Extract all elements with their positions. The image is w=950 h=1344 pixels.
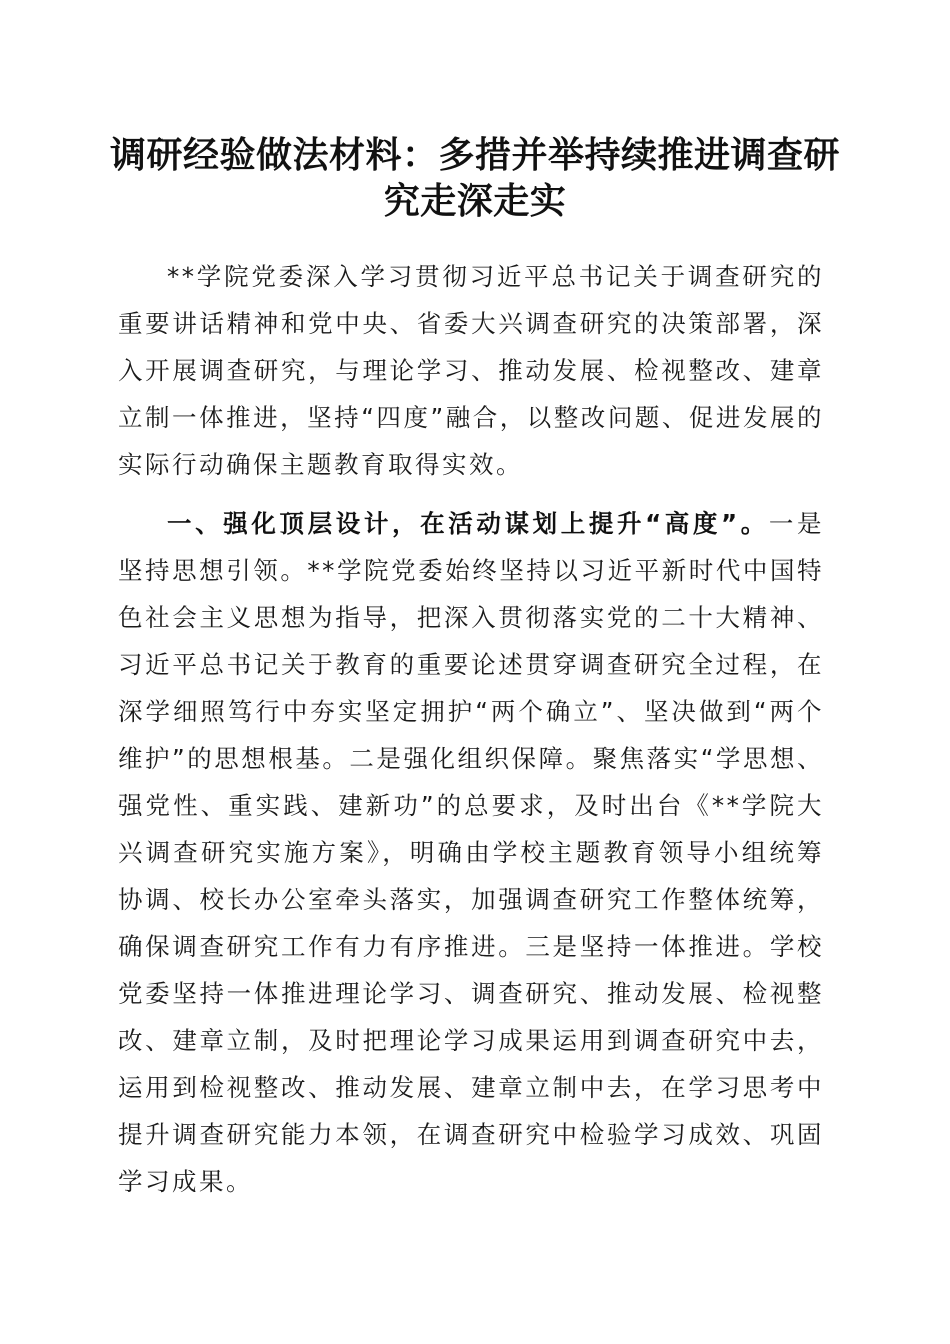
section-one-paragraph [118,500,824,1205]
intro-paragraph [118,253,824,488]
intro-paragraph-text: **学院党委深入学习贯彻习近平总书记关于调查研究的重要讲话精神和党中央、省委大兴调查研究的决策部署，深入开展调查研究，与理论学习、推动发展、检视整改、建章立制一体推进，坚持“四度”融合，以整改问题、促进发展的实际行动确保主题教育取得实效。 [118,262,824,479]
document-title: 调研经验做法材料：多措并举持续推进调查研究走深走实 [109,134,840,222]
section-one-heading: 一、强化顶层设计，在活动谋划上提升“高度”。 [167,509,769,538]
section-one-text: 一是坚持思想引领。**学院党委始终坚持以习近平新时代中国特色社会主义思想为指导，把深入贯彻落实党的二十大精神、习近平总书记关于教育的重要论述贯穿调查研究全过程，在深学细照笃行中夯实坚定拥护“两个确立”、坚决做到“两个维护”的思想根基。二是强化组织保障。聚焦落实“学思想、强党性、重实践、建新功”的总要求，及时出台《**学院大兴调查研究实施方案》，明确由学校主题教育领导小组统筹协调、校长办公室牵头落实，加强调查研究工作整体统筹，确保调查研究工作有力有序推进。三是坚持一体推进。学校党委坚持一体推进理论学习、调查研究、推动发展、检视整改、建章立制，及时把理论学习成果运用到调查研究中去，运用到检视整改、推动发展、建章立制中去，在学习思考中提升调查研究能力本领，在调查研究中检验学习成效、巩固学习成果。 [118,509,825,1196]
